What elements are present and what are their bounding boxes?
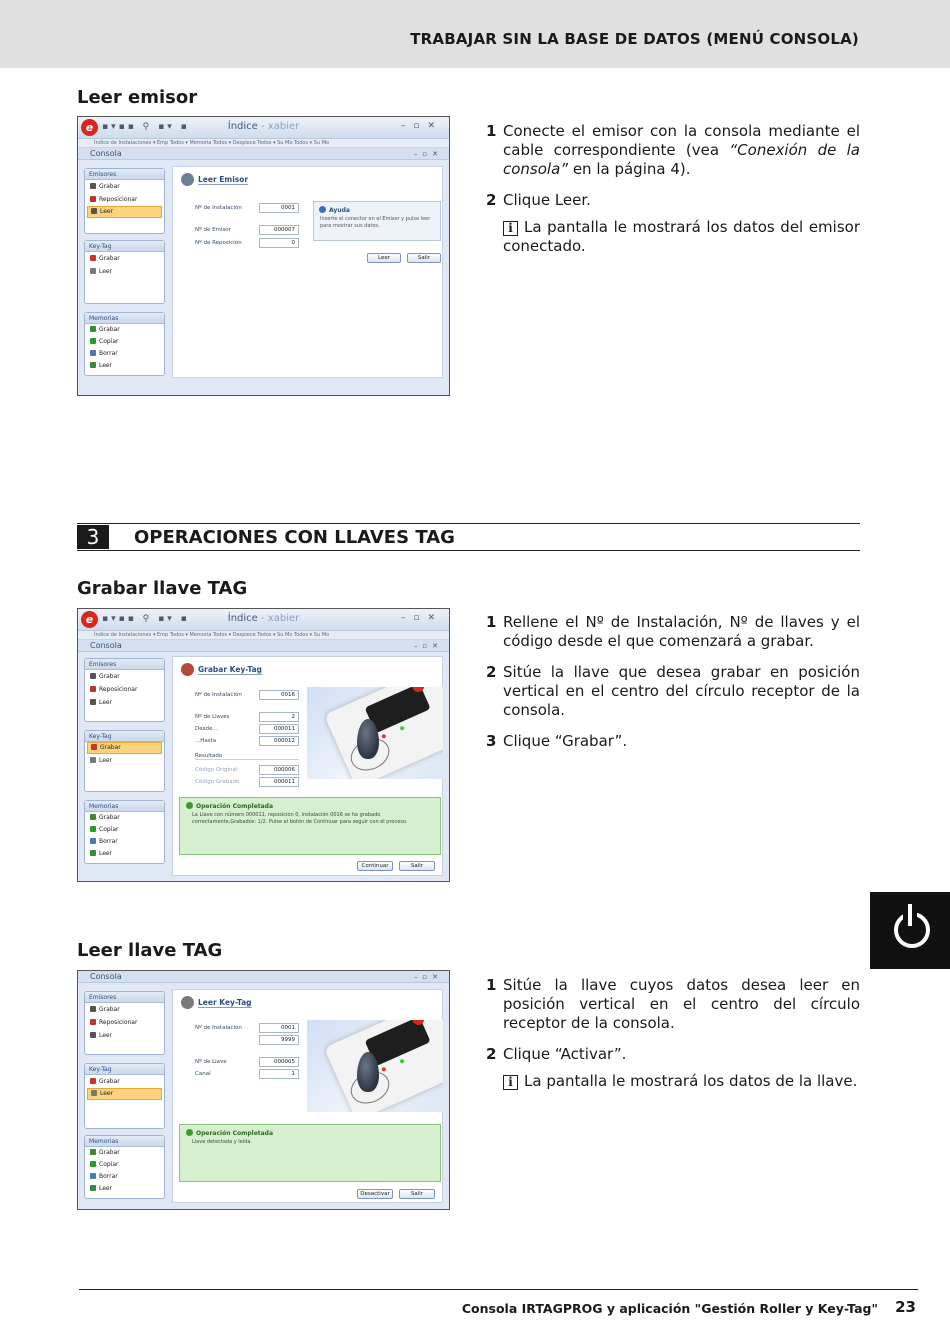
- sidebar-item-mem-grabar: Grabar: [85, 324, 164, 336]
- keytag-fob: [357, 719, 379, 759]
- window-title: Índice - xabier: [227, 121, 300, 132]
- window-titlebar: [78, 117, 449, 139]
- group-emisores: Emisores Grabar Reposicionar Leer: [84, 991, 165, 1055]
- ribbon: Índice de Instalaciones ▾ Emp Todos ▾ Memoria Todos ▾ Despiece Todos ▾ Su Mo Todos ▾ Su Mo: [78, 139, 449, 148]
- continuar-button: Continuar: [357, 861, 393, 871]
- sidebar-item-mem-borrar: Borrar: [85, 1171, 164, 1183]
- steps-leer-tag: [486, 976, 860, 1091]
- sidebar-item-leer: Leer: [85, 1029, 164, 1042]
- console-bar: Consola –▫✕: [78, 971, 449, 983]
- keytag-read-icon: [181, 996, 194, 1009]
- sidebar-item-reposicionar: Reposicionar: [85, 1016, 164, 1029]
- help-icon: [319, 206, 326, 213]
- success-icon: [186, 802, 193, 809]
- sidebar-item-mem-leer: Leer: [85, 1183, 164, 1195]
- ribbon: Índice de Instalaciones ▾ Emp Todos ▾ Memoria Todos ▾ Despiece Todos ▾ Su Mo Todos ▾ Su Mo: [78, 631, 449, 640]
- header-title: TRABAJAR SIN LA BASE DE DATOS (MENÚ CONSOLA): [410, 30, 859, 48]
- info-icon: i: [503, 221, 518, 236]
- app-logo: e: [81, 611, 98, 628]
- desactivar-button: Desactivar: [357, 1189, 393, 1199]
- app-logo: e: [81, 119, 98, 136]
- field-canal: 1: [259, 1069, 299, 1079]
- note: i La pantalla le mostrará los datos de la llave.: [486, 1072, 860, 1091]
- window-controls: –▫✕: [400, 121, 443, 131]
- footer-text: Consola IRTAGPROG y aplicación "Gestión Roller y Key-Tag": [461, 1301, 878, 1316]
- sidebar-item-keytag-leer: Leer: [87, 1088, 162, 1100]
- sidebar-item-mem-borrar: Borrar: [85, 836, 164, 848]
- result-title: Resultado: [195, 753, 299, 760]
- steps-grabar-tag: [486, 613, 860, 751]
- field-emisor: 000007: [259, 225, 299, 235]
- field-instalacion-hasta: 9999: [259, 1035, 299, 1045]
- salir-button: Salir: [399, 861, 435, 871]
- group-keytag: Key-Tag Grabar Leer: [84, 730, 165, 792]
- sidebar-item-mem-leer: Leer: [85, 848, 164, 860]
- window-title: Índice - xabier: [227, 613, 300, 624]
- field-reposicion: 0: [259, 238, 299, 248]
- sidebar-item-mem-grabar: Grabar: [85, 812, 164, 824]
- group-memorias: Memorias Grabar Copiar Borrar Leer: [84, 312, 165, 376]
- console-device: [324, 687, 443, 779]
- sidebar-item-mem-copiar: Copiar: [85, 1159, 164, 1171]
- group-keytag: Key-Tag Grabar Leer: [84, 1063, 165, 1129]
- field-instalacion: 0001: [259, 1023, 299, 1033]
- window-controls: –▫✕: [400, 613, 443, 623]
- field-llave: 000005: [259, 1057, 299, 1067]
- field-codigo-grabado: 000011: [259, 777, 299, 787]
- step-1: 1 Rellene el Nº de Instalación, Nº de llaves y el código desde el que comenzará a grabar.: [486, 613, 860, 650]
- panel-title: Grabar Key-Tag: [181, 663, 262, 676]
- panel-title: Leer Emisor: [181, 173, 248, 186]
- group-emisores: Emisores Grabar Reposicionar Leer: [84, 658, 165, 722]
- field-num-llaves: 2: [259, 712, 299, 722]
- panel-leer-tag: Leer Key-Tag Nº de Instalación 0001 9999 Nº de Llave 000005 Canal 1 Operación Completada Llave detectada y leída. Desactivar Salir: [172, 989, 443, 1203]
- sidebar-item-keytag-leer: Leer: [85, 754, 164, 767]
- group-memorias: Memorias Grabar Copiar Borrar Leer: [84, 1135, 165, 1199]
- help-box: Ayuda Inserte el conector en el Emisor y pulse leer para mostrar sus datos.: [313, 201, 441, 241]
- steps-leer-emisor: [486, 122, 860, 256]
- section-number: 3: [77, 525, 109, 549]
- window-titlebar: [78, 609, 449, 631]
- step-2: 2 Sitúe la llave que desea grabar en posición vertical en el centro del círculo receptor de la consola.: [486, 663, 860, 719]
- panel-grabar-tag: Grabar Key-Tag Nº de Instalación 0016 Nº de Llaves 2 Desde... 000011 ...Hasta 000012 Resultado Código Original 000006 Código Grabado 000011 Operación Completada La Llave con número 000011, reposición 0, instalación 0016 se ha grabado correctamente.Grabados: 1/2. Pulse el botón de Continuar para seguir con el proceso. Continuar Salir: [172, 656, 443, 876]
- field-codigo-original: 000006: [259, 765, 299, 775]
- sidebar-item-grabar: Grabar: [85, 180, 164, 193]
- keytag-fob: [357, 1052, 379, 1092]
- sidebar-item-mem-copiar: Copiar: [85, 336, 164, 348]
- workspace: [78, 160, 449, 384]
- group-keytag: Key-Tag Grabar Leer: [84, 240, 165, 304]
- sidebar-item-reposicionar: Reposicionar: [85, 193, 164, 206]
- salir-button: Salir: [407, 253, 441, 263]
- field-desde: 000011: [259, 724, 299, 734]
- workspace: [78, 652, 449, 882]
- field-instalacion: 0001: [259, 203, 299, 213]
- sidebar-item-grabar: Grabar: [85, 1003, 164, 1016]
- sidebar-item-mem-leer: Leer: [85, 360, 164, 372]
- sidebar-item-keytag-grabar: Grabar: [85, 1075, 164, 1088]
- sidebar-item-reposicionar: Reposicionar: [85, 683, 164, 696]
- success-box: Operación Completada Llave detectada y leída.: [179, 1124, 441, 1182]
- step-1: 1 Conecte el emisor con la consola mediante el cable correspondiente (vea “Conexión de la consola” en la página 4).: [486, 122, 861, 178]
- panel-leer-emisor: Leer Emisor Nº de Instalación 0001 Nº de Emisor 000007 Nº de Reposición 0 Ayuda Inserte el conector en el Emisor y pulse leer para mostrar sus datos. Leer Salir: [172, 166, 443, 378]
- console-photo: [307, 687, 443, 779]
- console-photo: [307, 1020, 443, 1112]
- quick-access-icons: ▪▾▪▪ ⚲ ▪▾ ▪: [102, 614, 190, 624]
- step-2: 2 Clique Leer.: [486, 191, 591, 209]
- emitter-icon: [181, 173, 194, 186]
- screenshot-grabar-tag: [77, 608, 450, 882]
- console-device: [324, 1020, 443, 1112]
- panel-title: Leer Key-Tag: [181, 996, 252, 1009]
- note: i La pantalla le mostrará los datos del emisor conectado.: [503, 218, 860, 255]
- console-bar: Consola –▫✕: [78, 640, 449, 652]
- footer-rule: [79, 1289, 918, 1290]
- leer-button: Leer: [367, 253, 401, 263]
- subtitle-leer-emisor: Leer emisor: [77, 87, 198, 108]
- group-memorias: Memorias Grabar Copiar Borrar Leer: [84, 800, 165, 864]
- success-box: Operación Completada La Llave con número 000011, reposición 0, instalación 0016 se ha grabado correctamente.Grabados: 1/2. Pulse el botón de Continuar para seguir con el proceso.: [179, 797, 441, 855]
- info-icon: i: [503, 1075, 518, 1090]
- sidebar-item-leer: Leer: [87, 206, 162, 218]
- page-header: [0, 0, 950, 68]
- step-1: 1 Sitúe la llave cuyos datos desea leer en posición vertical en el centro del círculo receptor de la consola.: [486, 976, 860, 1032]
- subtitle-grabar-tag: Grabar llave TAG: [77, 578, 248, 599]
- sidebar-item-mem-borrar: Borrar: [85, 348, 164, 360]
- section-header: [77, 523, 860, 551]
- page-number: 23: [895, 1298, 916, 1316]
- chapter-tab: [870, 892, 950, 969]
- step-2: 2 Clique “Activar”.: [486, 1045, 627, 1063]
- quick-access-icons: ▪▾▪▪ ⚲ ▪▾ ▪: [102, 122, 190, 132]
- field-instalacion: 0016: [259, 690, 299, 700]
- field-hasta: 000012: [259, 736, 299, 746]
- console-bar: Consola –▫✕: [78, 148, 449, 160]
- screenshot-leer-tag: [77, 970, 450, 1210]
- salir-button: Salir: [399, 1189, 435, 1199]
- success-icon: [186, 1129, 193, 1136]
- screenshot-leer-emisor: [77, 116, 450, 396]
- section-title: OPERACIONES CON LLAVES TAG: [134, 527, 455, 548]
- sidebar-item-keytag-grabar: Grabar: [85, 252, 164, 265]
- sidebar-item-keytag-leer: Leer: [85, 265, 164, 278]
- step-3: 3 Clique “Grabar”.: [486, 732, 628, 750]
- sidebar-item-mem-copiar: Copiar: [85, 824, 164, 836]
- subtitle-leer-tag: Leer llave TAG: [77, 940, 223, 961]
- keytag-write-icon: [181, 663, 194, 676]
- sidebar-item-mem-grabar: Grabar: [85, 1147, 164, 1159]
- sidebar-item-leer: Leer: [85, 696, 164, 709]
- sidebar-item-grabar: Grabar: [85, 670, 164, 683]
- workspace: [78, 983, 449, 1209]
- sidebar-item-keytag-grabar: Grabar: [87, 742, 162, 754]
- group-emisores: Emisores Grabar Reposicionar Leer: [84, 168, 165, 234]
